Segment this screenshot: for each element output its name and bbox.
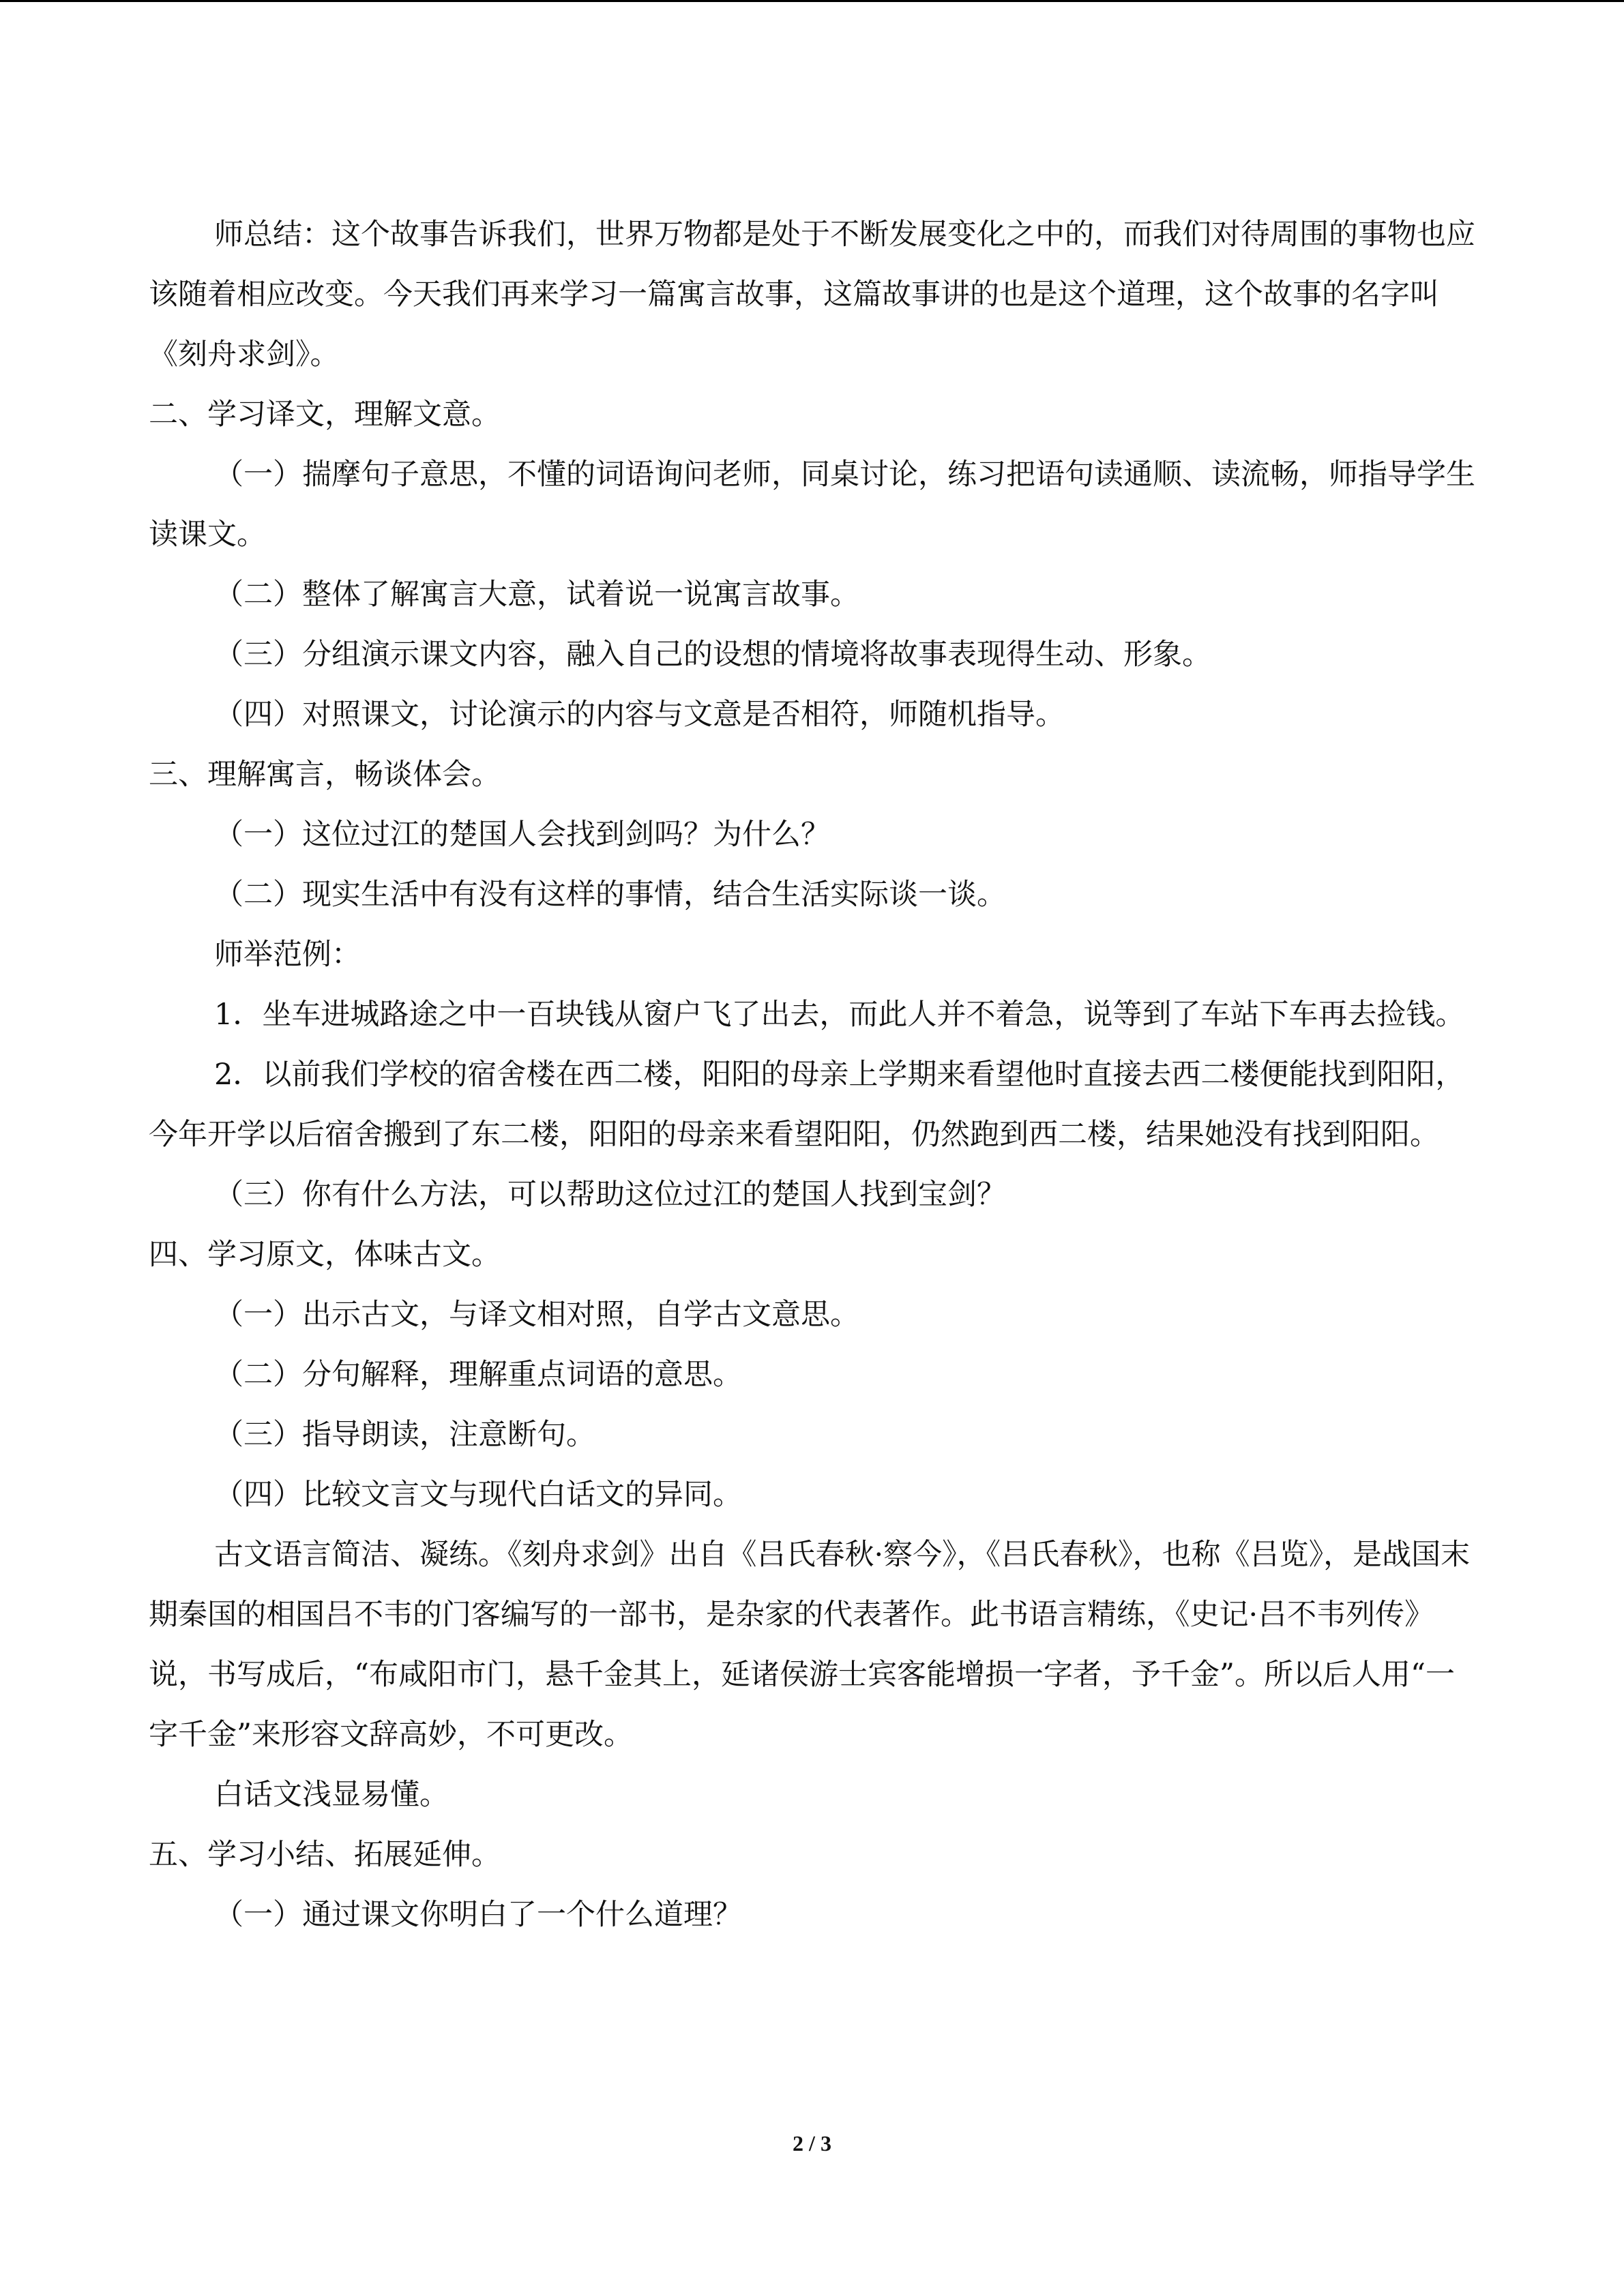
document-body <box>149 205 1479 1945</box>
list-item-2-2: （二）整体了解寓言大意，试着说一说寓言故事。 <box>214 578 859 612</box>
list-item-4-1: （一）出示古文，与译文相对照，自学古文意思。 <box>214 1298 859 1332</box>
list-item-2-1: （一）揣摩句子意思，不懂的词语询问老师，同桌讨论，练习把语句读通顺、读流畅，师指导学生读课文。 <box>149 458 1475 552</box>
example-label: 师举范例： <box>214 938 361 972</box>
list-item-4-3: （三）指导朗读，注意断句。 <box>214 1418 595 1452</box>
list-item-5-1: （一）通过课文你明白了一个什么道理？ <box>214 1898 742 1932</box>
list-item-3-2: （二）现实生活中有没有这样的事情，结合生活实际谈一谈。 <box>214 878 1006 912</box>
example-2: 2．以前我们学校的宿舍楼在西二楼，阳阳的母亲上学期来看望他时直接去西二楼便能找到阳阳，今年开学以后宿舍搬到了东二楼，阳阳的母亲来看望阳阳，仍然跑到西二楼，结果她没有找到阳阳。 <box>149 1058 1465 1152</box>
top-border-line <box>0 0 1624 2</box>
example-1: 1．坐车进城路途之中一百块钱从窗户飞了出去，而此人并不着急，说等到了车站下车再去捡钱。 <box>214 998 1465 1032</box>
list-item-4-2: （二）分句解释，理解重点词语的意思。 <box>214 1358 742 1392</box>
list-item-4-4: （四）比较文言文与现代白话文的异同。 <box>214 1478 742 1512</box>
section-heading-2: 二、学习译文，理解文意。 <box>149 398 501 432</box>
list-item-2-3: （三）分组演示课文内容，融入自己的设想的情境将故事表现得生动、形象。 <box>214 638 1211 672</box>
paragraph-summary: 师总结：这个故事告诉我们，世界万物都是处于不断发展变化之中的，而我们对待周围的事物也应该随着相应改变。今天我们再来学习一篇寓言故事，这篇故事讲的也是这个道理，这个故事的名字叫《刻舟求剑》。 <box>149 218 1475 372</box>
paragraph-vernacular: 白话文浅显易懂。 <box>214 1778 449 1812</box>
section-heading-5: 五、学习小结、拓展延伸。 <box>149 1838 501 1872</box>
paragraph-classical-chinese: 古文语言简洁、凝练。《刻舟求剑》出自《吕氏春秋·察今》，《吕氏春秋》，也称《吕览》，是战国末期秦国的相国吕不韦的门客编写的一部书，是杂家的代表著作。此书语言精练，《史记·吕不韦列传》说，书写成后，“布咸阳市门，悬千金其上，延诸侯游士宾客能增损一字者，予千金”。所以后人用“一字千金”来形容文辞高妙，不可更改。 <box>149 1538 1471 1752</box>
list-item-3-3: （三）你有什么方法，可以帮助这位过江的楚国人找到宝剑？ <box>214 1178 1006 1212</box>
section-heading-3: 三、理解寓言，畅谈体会。 <box>149 758 501 792</box>
list-item-3-1: （一）这位过江的楚国人会找到剑吗？为什么？ <box>214 818 830 852</box>
section-heading-4: 四、学习原文，体味古文。 <box>149 1238 501 1272</box>
list-item-2-4: （四）对照课文，讨论演示的内容与文意是否相符，师随机指导。 <box>214 698 1065 732</box>
page-number: 2 / 3 <box>793 2131 831 2156</box>
